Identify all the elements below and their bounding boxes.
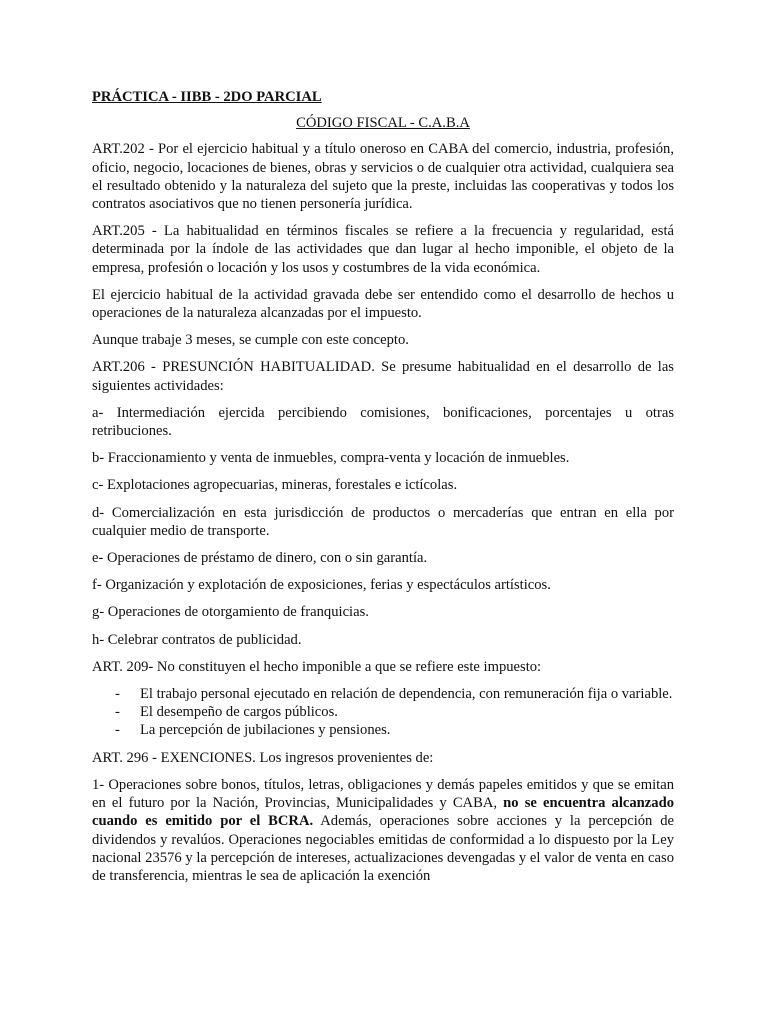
paragraph-item-b: b- Fraccionamiento y venta de inmuebles, compra-venta y locación de inmuebles. xyxy=(92,450,570,467)
paragraph-item-f: f- Organización y explotación de exposiciones, ferias y espectáculos artísticos. xyxy=(92,577,551,594)
dash-marker: - xyxy=(115,722,120,739)
list-item-text: El desempeño de cargos públicos. xyxy=(140,704,338,721)
document-page xyxy=(92,88,674,894)
paragraph-art-206: ART.206 - PRESUNCIÓN HABITUALIDAD. Se presume habitualidad en el desarrollo de las siguientes actividades: xyxy=(92,359,674,394)
exencion-1-text-end: Además, operaciones sobre acciones y la percepción de dividendos y revalúos. Operaciones negociables emitidas de conformidad a lo dispuesto por la Ley nacional 23576 y la percepción de intereses, actualizaciones devengadas y el valor de venta en caso de transferencia, mientras le sea de aplicación la exención xyxy=(92,813,674,884)
list-item-text: El trabajo personal ejecutado en relación de dependencia, con remuneración fija o variable. xyxy=(140,686,673,703)
paragraph-art-205: ART.205 - La habitualidad en términos fiscales se refiere a la frecuencia y regularidad, está determinada por la índole de las actividades que dan lugar al hecho imponible, el objeto de la empresa, profesión o locación y los usos y costumbres de la vida económica. xyxy=(92,223,674,276)
list-item xyxy=(92,721,674,739)
paragraph-art-209: ART. 209- No constituyen el hecho imponible a que se refiere este impuesto: xyxy=(92,658,542,675)
paragraph-art-202: ART.202 - Por el ejercicio habitual y a título oneroso en CABA del comercio, industria, profesión, oficio, negocio, locaciones de bienes, obras y servicios o de cualquier otra actividad, cualquiera sea el resultado obtenido y la naturaleza del sujeto que la preste, incluidas las cooperativas y todos los contratos asociativos que no tienen personería jurídica. xyxy=(92,141,674,213)
paragraph-item-h: h- Celebrar contratos de publicidad. xyxy=(92,631,302,648)
paragraph-habitual: El ejercicio habitual de la actividad gravada debe ser entendido como el desarrollo de hechos u operaciones de la naturaleza alcanzadas por el impuesto. xyxy=(92,286,674,322)
list-item-text: La percepción de jubilaciones y pensiones. xyxy=(140,722,391,739)
paragraph-art-296: ART. 296 - EXENCIONES. Los ingresos provenientes de: xyxy=(92,749,434,766)
paragraph-item-d: d- Comercialización en esta jurisdicción de productos o mercaderías que entran en ella por cualquier medio de transporte. xyxy=(92,504,674,539)
exencion-1-text-start: 1- Operaciones sobre bonos, títulos, letras, obligaciones y demás papeles emitidos y que se emitan en el futuro por la Nación, Provincias, Municipalidades y CABA, xyxy=(92,776,674,812)
paragraph-aunque: Aunque trabaje 3 meses, se cumple con este concepto. xyxy=(92,332,409,349)
document-subtitle: CÓDIGO FISCAL - C.A.B.A xyxy=(296,115,470,132)
paragraph-item-c: c- Explotaciones agropecuarias, mineras, forestales e ictícolas. xyxy=(92,477,458,494)
paragraph-item-a: a- Intermediación ejercida percibiendo comisiones, bonificaciones, porcentajes u otras retribuciones. xyxy=(92,404,674,440)
dash-marker: - xyxy=(115,686,120,703)
exencion-1-bold-text: no se encuentra alcanzado cuando es emitido por el BCRA. xyxy=(92,795,674,830)
list-art-209 xyxy=(92,685,674,740)
paragraph-item-g: g- Operaciones de otorgamiento de franquicias. xyxy=(92,604,369,621)
paragraph-exencion-1 xyxy=(92,776,674,885)
list-item xyxy=(92,703,674,721)
list-item xyxy=(92,685,674,703)
paragraph-item-e: e- Operaciones de préstamo de dinero, con o sin garantía. xyxy=(92,550,428,567)
document-title: PRÁCTICA - IIBB - 2DO PARCIAL xyxy=(92,89,322,105)
dash-marker: - xyxy=(115,704,120,721)
